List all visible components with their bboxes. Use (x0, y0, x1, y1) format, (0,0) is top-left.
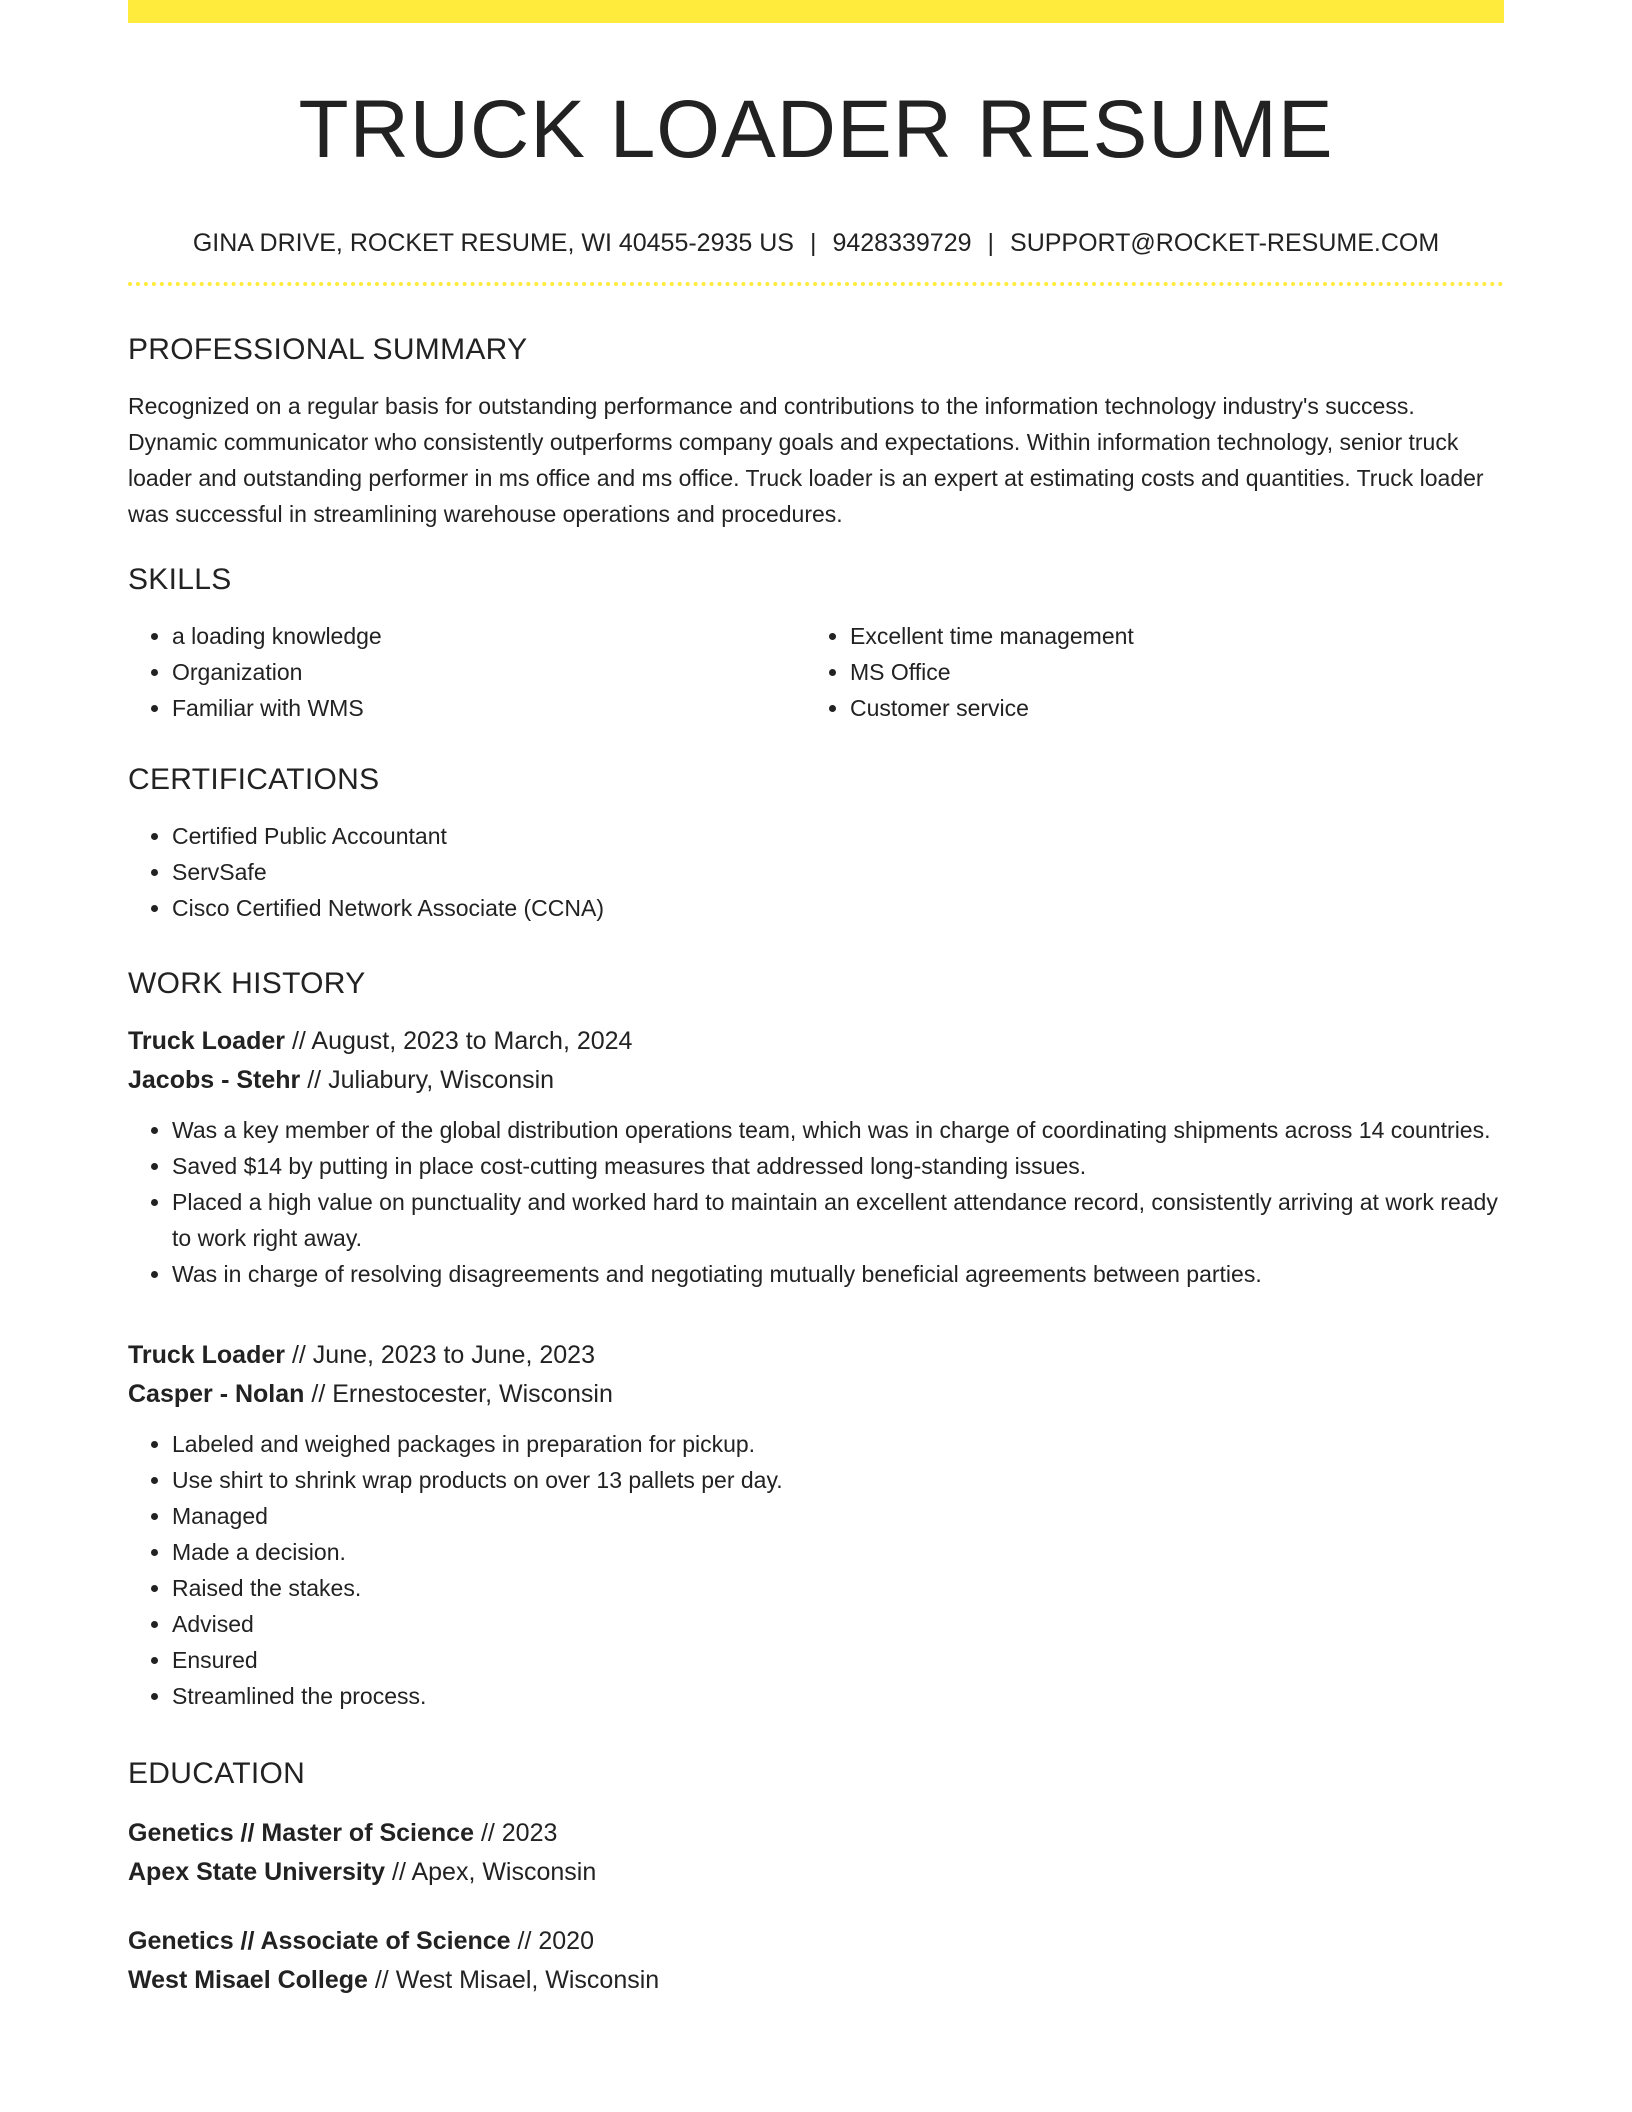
education-location: // West Misael, Wisconsin (374, 1966, 660, 1994)
skills-heading: SKILLS (128, 563, 232, 596)
education-degree-line (128, 1922, 1504, 1960)
contact-separator: | (987, 229, 995, 257)
dotted-divider (128, 282, 1504, 286)
job-company-line (128, 1374, 1504, 1414)
education-year: // 2020 (517, 1927, 594, 1955)
job-bullets (128, 1426, 1504, 1714)
job-company: Jacobs - Stehr (128, 1066, 301, 1094)
education-degree-line (128, 1814, 1504, 1852)
job-dates: // August, 2023 to March, 2024 (291, 1027, 633, 1055)
job-bullets (128, 1112, 1504, 1292)
certification-item: • ServSafe (172, 854, 1504, 890)
skill-item: • Excellent time management (850, 618, 1484, 654)
education-school-line (128, 1960, 1504, 2000)
job-bullet: • Placed a high value on punctuality and worked hard to maintain an excellent attendance record, consistently arriving at work ready to work right away. (172, 1184, 1504, 1256)
job-bullet: • Labeled and weighed packages in preparation for pickup. (172, 1426, 1504, 1462)
certification-item: • Cisco Certified Network Associate (CCNA) (172, 890, 1504, 926)
job-title: Truck Loader (128, 1027, 285, 1055)
page-title: TRUCK LOADER RESUME (298, 84, 1334, 175)
job-company-line (128, 1060, 1504, 1100)
education-school: West Misael College (128, 1966, 368, 1994)
job-bullet: • Managed (172, 1498, 1504, 1534)
job-title-line (128, 1336, 1504, 1374)
job-title: Truck Loader (128, 1341, 285, 1369)
education-school-line (128, 1852, 1504, 1892)
skill-item: • Customer service (850, 690, 1484, 726)
job-bullet: • Was a key member of the global distribution operations team, which was in charge of coordinating shipments across 14 countries. (172, 1112, 1504, 1148)
education-degree: Genetics // Associate of Science (128, 1927, 511, 1955)
skill-item: • MS Office (850, 654, 1484, 690)
job-location: // Ernestocester, Wisconsin (311, 1380, 613, 1408)
contact-email: SUPPORT@ROCKET-RESUME.COM (1010, 229, 1440, 257)
job-entry (128, 1336, 1504, 1714)
job-company: Casper - Nolan (128, 1380, 305, 1408)
education-entry (128, 1814, 1504, 1892)
education-location: // Apex, Wisconsin (392, 1858, 597, 1886)
job-bullet: • Advised (172, 1606, 1504, 1642)
contact-phone: 9428339729 (832, 229, 972, 257)
summary-text: Recognized on a regular basis for outstanding performance and contributions to the information technology industry's success. Dynamic communicator who consistently outperforms company goals and expectations. Within information technology, senior truck loader and outstanding performer in ms office and ms office. Truck loader is an expert at estimating costs and quantities. Truck loader was successful in streamlining warehouse operations and procedures. (128, 393, 1484, 527)
job-location: // Juliabury, Wisconsin (307, 1066, 555, 1094)
certifications-heading: CERTIFICATIONS (128, 763, 380, 796)
contact-line (128, 228, 1504, 258)
skill-item: • Familiar with WMS (172, 690, 806, 726)
contact-separator: | (809, 229, 817, 257)
skills-list-left (128, 618, 806, 726)
job-bullet: • Raised the stakes. (172, 1570, 1504, 1606)
job-title-line (128, 1022, 1504, 1060)
job-bullet: • Use shirt to shrink wrap products on over 13 pallets per day. (172, 1462, 1504, 1498)
job-entry (128, 1022, 1504, 1292)
job-dates: // June, 2023 to June, 2023 (291, 1341, 595, 1369)
job-bullet: • Streamlined the process. (172, 1678, 1504, 1714)
certification-item: • Certified Public Accountant (172, 818, 1504, 854)
education-heading: EDUCATION (128, 1757, 306, 1790)
skills-grid (128, 618, 1504, 726)
education-degree: Genetics // Master of Science (128, 1819, 474, 1847)
job-bullet: • Ensured (172, 1642, 1504, 1678)
job-bullet: • Saved $14 by putting in place cost-cutting measures that addressed long-standing issues. (172, 1148, 1504, 1184)
job-bullet: • Made a decision. (172, 1534, 1504, 1570)
skill-item: • a loading knowledge (172, 618, 806, 654)
work-history-heading: WORK HISTORY (128, 967, 366, 1000)
contact-address: GINA DRIVE, ROCKET RESUME, WI 40455-2935 US (192, 229, 794, 257)
education-year: // 2023 (480, 1819, 558, 1847)
summary-heading: PROFESSIONAL SUMMARY (128, 333, 528, 366)
resume-content (128, 0, 1504, 2000)
skills-list-right (806, 618, 1484, 726)
skill-item: • Organization (172, 654, 806, 690)
certifications-list (128, 818, 1504, 926)
education-school: Apex State University (128, 1858, 386, 1886)
education-entry (128, 1922, 1504, 2000)
job-bullet: • Was in charge of resolving disagreements and negotiating mutually beneficial agreements between parties. (172, 1256, 1504, 1292)
